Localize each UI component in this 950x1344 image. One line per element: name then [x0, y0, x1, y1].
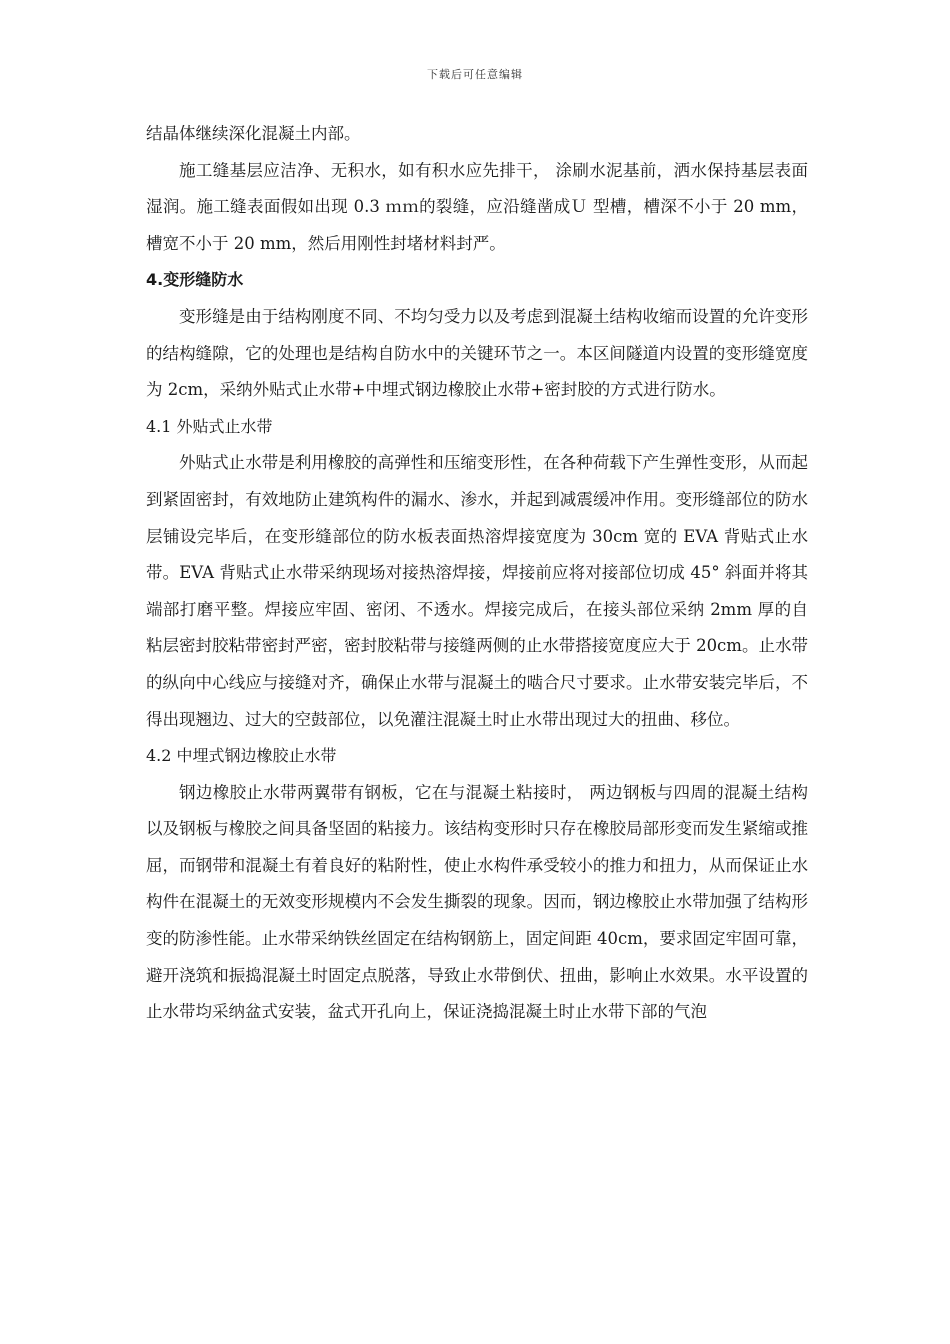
page-header: 下载后可任意编辑 — [427, 68, 523, 81]
subsection-heading-4-1: 4.1 外贴式止水带 — [146, 416, 273, 436]
paragraph-continuation: 结晶体继续深化混凝土内部。 — [146, 124, 361, 143]
subsection-heading-4-2: 4.2 中埋式钢边橡胶止水带 — [146, 746, 337, 766]
paragraph-deformation-joint: 变形缝是由于结构刚度不同、不均匀受力以及考虑到混凝土结构收缩而设置的允许变形的结构缝隙，它的处理也是结构自防水中的关键环节之一。本区间隧道内设置的变形缝宽度为 2cm，采纳外贴式止水带+中埋式钢边橡胶止水带+密封胶的方式进行防水。 — [146, 306, 808, 400]
paragraph-construction-joint: 施工缝基层应洁净、无积水，如有积水应先排干， 涂刷水泥基前，洒水保持基层表面湿润。施工缝表面假如出现 0.3 ｍｍ的裂缝，应沿缝凿成Ｕ 型槽，槽深不小于 20 mm，槽宽不小于 20 mm，然后用刚性封堵材料封严。 — [146, 160, 808, 253]
document-body — [146, 116, 808, 1031]
section-heading-4: 4.变形缝防水 — [146, 270, 244, 290]
paragraph-embedded-waterstop: 钢边橡胶止水带两翼带有钢板，它在与混凝土粘接时， 两边钢板与四周的混凝土结构以及钢板与橡胶之间具备坚固的粘接力。该结构变形时只存在橡胶局部形变而发生紧缩或推屈，而钢带和混凝土有着良好的粘附性，使止水构件承受较小的推力和扭力，从而保证止水构件在混凝土的无效变形规模内不会发生撕裂的现象。因而，钢边橡胶止水带加强了结构形变的防渗性能。止水带采纳铁丝固定在结构钢筋上，固定间距 40cm，要求固定牢固可靠，避开浇筑和振捣混凝土时固定点脱落，导致止水带倒伏、扭曲，影响止水效果。水平设置的止水带均采纳盆式安装，盆式开孔向上，保证浇捣混凝土时止水带下部的气泡 — [146, 782, 808, 1022]
paragraph-external-waterstop: 外贴式止水带是利用橡胶的高弹性和压缩变形性，在各种荷载下产生弹性变形，从而起到紧固密封，有效地防止建筑构件的漏水、渗水，并起到减震缓冲作用。变形缝部位的防水层铺设完毕后，在变形缝部位的防水板表面热溶焊接宽度为 30cm 宽的 EVA 背贴式止水带。EVA 背贴式止水带采纳现场对接热溶焊接，焊接前应将对接部位切成 45° 斜面并将其端部打磨平整。焊接应牢固、密闭、不透水。焊接完成后，在接头部位采纳 2mm 厚的自粘层密封胶粘带密封严密，密封胶粘带与接缝两侧的止水带搭接宽度应大于 20cm。止水带的纵向中心线应与接缝对齐，确保止水带与混凝土的啮合尺寸要求。止水带安装完毕后，不得出现翘边、过大的空鼓部位，以免灌注混凝土时止水带出现过大的扭曲、移位。 — [146, 453, 808, 729]
